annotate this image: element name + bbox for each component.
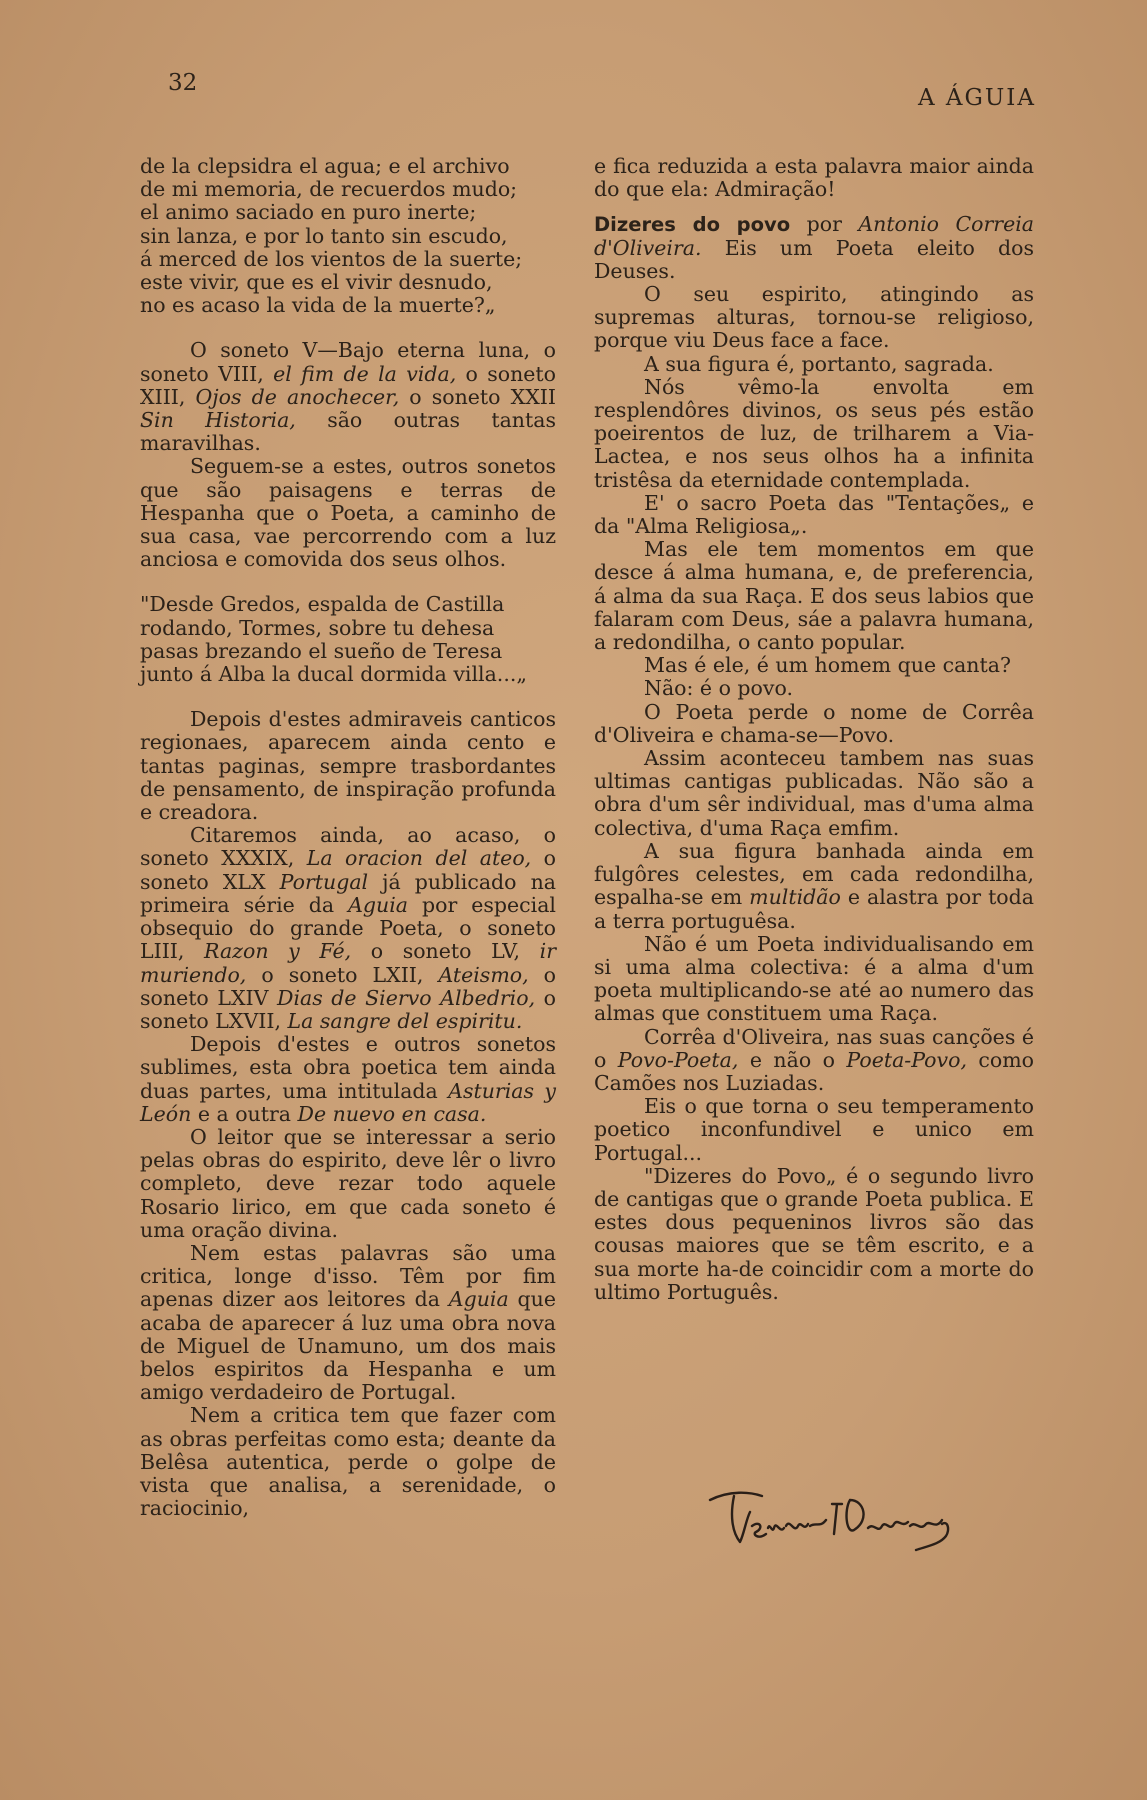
verse-line: á merced de los vientos de la suerte; xyxy=(140,246,523,271)
review-heading: Dizeres do povo por Antonio Correia d'Oliveira. Eis um Poeta eleito dos Deuses. xyxy=(594,212,1034,283)
paragraph: Seguem-se a estes, outros sonetos que são paisagens e terras de Hespanha que o Poeta, a caminho de sua casa, vae percorrendo com a luz anciosa e comovida dos seus olhos. xyxy=(140,454,556,572)
paragraph: Assim aconteceu tambem nas suas ultimas cantigas publicadas. Não são a obra d'um sêr individual, mas d'uma alma colectiva, d'uma Raça emfim. xyxy=(594,746,1034,840)
paragraph: Eis o que torna o seu temperamento poetico inconfundivel e unico em Portugal... xyxy=(594,1094,1034,1165)
page-number: 32 xyxy=(168,70,198,96)
paragraph: e fica reduzida a esta palavra maior ainda do que ela: Admiração! xyxy=(594,154,1034,202)
verse-unamuno-1 xyxy=(140,155,556,317)
verse-line: no es acaso la vida de la muerte?„ xyxy=(140,293,496,318)
paragraph: Nós vêmo-la envolta em resplendôres divinos, os seus pés estão poeirentos de luz, de trilharem a Via-Lactea, e nos seus olhos ha a infinita tristêsa da eternidade contemplada. xyxy=(594,374,1034,492)
paragraph: Nem a critica tem que fazer com as obras perfeitas como esta; deante da Belêsa autentica, perde o golpe de vista que analisa, a serenidade, o raciocinio, xyxy=(140,1403,556,1521)
paragraph: Corrêa d'Oliveira, nas suas canções é o Povo-Poeta, e não o Poeta-Povo, como Camões nos Luziadas. xyxy=(594,1024,1035,1095)
paragraph: Mas ele tem momentos em que desce á alma humana, e, de preferencia, á alma da sua Raça. E dos seus labios que falaram com Deus, sáe a palavra humana, a redondilha, o canto popular. xyxy=(594,537,1034,655)
paragraph: Citaremos ainda, ao acaso, o soneto XXXIX, La oracion del ateo, o soneto XLX Portugal já publicado na primeira série da Aguia por especial obsequio do grande Poeta, o soneto LIII, Razon y Fé, o soneto LV, ir muriendo, o soneto LXII, Ateismo, o soneto LXIV Dias de Siervo Albedrio, o soneto LXVII, La sangre del espiritu. xyxy=(140,823,557,1033)
handwritten-signature-icon xyxy=(700,1470,1000,1560)
verse-line: este vivir, que es el vivir desnudo, xyxy=(140,270,493,295)
paragraph: Não é um Poeta individualisando em si uma alma colectiva: é a alma d'um poeta multiplicando-se até ao numero das almas que constituem uma Raça. xyxy=(594,931,1034,1026)
review-book-title: Dizeres do povo xyxy=(594,213,791,237)
review-author: Antonio Correia d'Oliveira. xyxy=(594,212,1034,260)
verse-line: rodando, Tormes, sobre tu dehesa xyxy=(140,615,495,640)
paragraph: O Poeta perde o nome de Corrêa d'Oliveira e chama-se—Povo. xyxy=(594,699,1034,747)
signature xyxy=(700,1470,1000,1564)
paragraph: Depois d'estes e outros sonetos sublimes, esta obra poetica tem ainda duas partes, uma intitulada Asturias y León e a outra De nuevo en casa. xyxy=(140,1032,556,1126)
paragraph: Depois d'estes admiraveis canticos regionaes, aparecem ainda cento e tantas paginas, sempre trasbordantes de pensamento, de inspiração profunda e creadora. xyxy=(140,707,556,825)
paragraph: A sua figura banhada ainda em fulgôres celestes, em cada redondilha, espalha-se em multidão e alastra por toda a terra portuguêsa. xyxy=(594,838,1034,933)
paragraph: Não: é o povo. xyxy=(644,676,793,701)
running-head: A ÁGUIA xyxy=(918,85,1036,111)
paragraph: E' o sacro Poeta das "Tentações„ e da "Alma Religiosa„. xyxy=(594,490,1034,539)
left-column xyxy=(140,155,556,1520)
paragraph: O leitor que se interessar a serio pelas obras do espirito, deve lêr o livro completo, deve rezar todo aquele Rosario lirico, em que cada soneto é uma oração divina. xyxy=(140,1124,556,1242)
verse-line: el animo saciado en puro inerte; xyxy=(140,200,477,225)
paragraph: O soneto V—Bajo eterna luna, o soneto VIII, el fim de la vida, o soneto XIII, Ojos de anochecer, o soneto XXII Sin Historia, são outras tantas maravilhas. xyxy=(140,338,556,456)
paragraph: A sua figura é, portanto, sagrada. xyxy=(644,351,994,376)
paragraph: "Dizeres do Povo„ é o segundo livro de cantigas que o grande Poeta publica. E estes dous pequeninos livros são das cousas maiores que se têm escrito, e a sua morte ha-de coincidir com a morte do ultimo Português. xyxy=(594,1163,1034,1304)
paragraph: Mas é ele, é um homem que canta? xyxy=(644,653,1011,678)
verse-line: "Desde Gredos, espalda de Castilla xyxy=(140,592,505,617)
verse-line: junto á Alba la ducal dormida villa...„ xyxy=(140,662,527,687)
right-column xyxy=(594,155,1034,1304)
verse-line: pasas brezando el sueño de Teresa xyxy=(140,638,503,663)
verse-line: de mi memoria, de recuerdos mudo; xyxy=(140,177,518,202)
paragraph: Nem estas palavras são uma critica, longe d'isso. Têm por fim apenas dizer aos leitores da Aguia que acaba de aparecer á luz uma obra nova de Miguel de Unamuno, um dos mais belos espiritos da Hespanha e um amigo verdadeiro de Portugal. xyxy=(140,1240,556,1405)
verse-unamuno-2 xyxy=(140,593,556,686)
verse-line: sin lanza, e por lo tanto sin escudo, xyxy=(140,223,508,248)
paragraph: O seu espirito, atingindo as supremas alturas, tornou-se religioso, porque viu Deus face a face. xyxy=(594,282,1034,353)
verse-line: de la clepsidra el agua; e el archivo xyxy=(140,154,510,178)
